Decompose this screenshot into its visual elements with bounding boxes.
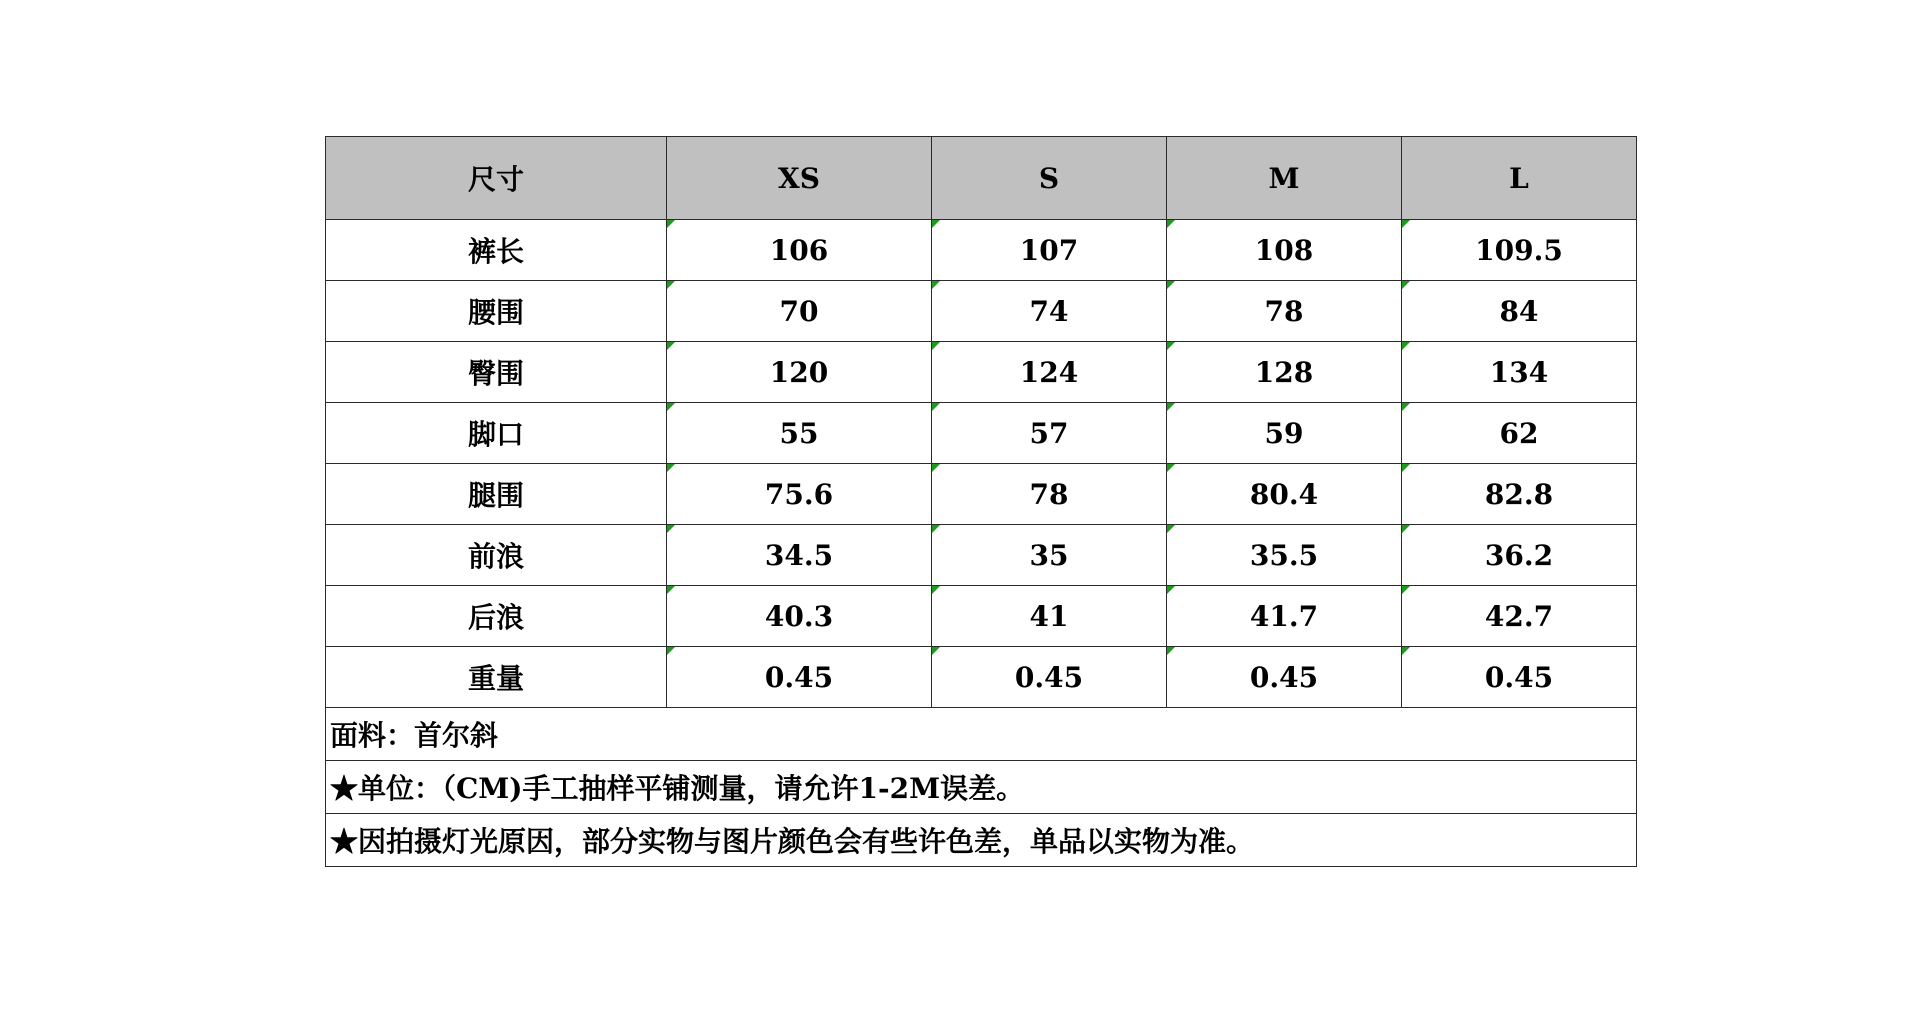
unit-note: ★单位：（CM)手工抽样平铺测量，请允许1-2M误差。 [326, 761, 1637, 814]
table-row [326, 281, 1637, 342]
row-label: 重量 [326, 647, 667, 708]
cell-value: 62 [1402, 403, 1637, 464]
color-disclaimer-note: ★因拍摄灯光原因，部分实物与图片颜色会有些许色差，单品以实物为准。 [326, 814, 1637, 867]
cell-value: 0.45 [1167, 647, 1402, 708]
cell-value: 80.4 [1167, 464, 1402, 525]
row-label: 脚口 [326, 403, 667, 464]
cell-value: 84 [1402, 281, 1637, 342]
header-size-label: 尺寸 [326, 137, 667, 220]
header-size-s: S [932, 137, 1167, 220]
cell-value: 41 [932, 586, 1167, 647]
cell-value: 55 [667, 403, 932, 464]
cell-value: 34.5 [667, 525, 932, 586]
size-chart-table [325, 136, 1637, 867]
cell-value: 107 [932, 220, 1167, 281]
cell-value: 41.7 [1167, 586, 1402, 647]
table-row [326, 647, 1637, 708]
cell-value: 82.8 [1402, 464, 1637, 525]
row-label: 臀围 [326, 342, 667, 403]
cell-value: 0.45 [667, 647, 932, 708]
cell-value: 120 [667, 342, 932, 403]
cell-value: 109.5 [1402, 220, 1637, 281]
header-size-xs: XS [667, 137, 932, 220]
fabric-note: 面料：首尔斜 [326, 708, 1637, 761]
table-row [326, 464, 1637, 525]
header-size-m: M [1167, 137, 1402, 220]
note-row [326, 761, 1637, 814]
row-label: 腰围 [326, 281, 667, 342]
row-label: 腿围 [326, 464, 667, 525]
table-row [326, 220, 1637, 281]
cell-value: 78 [932, 464, 1167, 525]
cell-value: 124 [932, 342, 1167, 403]
cell-value: 35 [932, 525, 1167, 586]
row-label: 裤长 [326, 220, 667, 281]
table-row [326, 525, 1637, 586]
cell-value: 106 [667, 220, 932, 281]
cell-value: 36.2 [1402, 525, 1637, 586]
cell-value: 128 [1167, 342, 1402, 403]
cell-value: 59 [1167, 403, 1402, 464]
note-row [326, 708, 1637, 761]
cell-value: 35.5 [1167, 525, 1402, 586]
cell-value: 134 [1402, 342, 1637, 403]
cell-value: 78 [1167, 281, 1402, 342]
cell-value: 70 [667, 281, 932, 342]
cell-value: 74 [932, 281, 1167, 342]
cell-value: 0.45 [932, 647, 1167, 708]
table-row [326, 403, 1637, 464]
table-row [326, 586, 1637, 647]
row-label: 前浪 [326, 525, 667, 586]
size-chart-body [326, 220, 1637, 867]
cell-value: 75.6 [667, 464, 932, 525]
cell-value: 40.3 [667, 586, 932, 647]
cell-value: 0.45 [1402, 647, 1637, 708]
header-size-l: L [1402, 137, 1637, 220]
cell-value: 42.7 [1402, 586, 1637, 647]
cell-value: 108 [1167, 220, 1402, 281]
cell-value: 57 [932, 403, 1167, 464]
table-row [326, 342, 1637, 403]
header-row [326, 137, 1637, 220]
size-chart-header [326, 137, 1637, 220]
note-row [326, 814, 1637, 867]
row-label: 后浪 [326, 586, 667, 647]
